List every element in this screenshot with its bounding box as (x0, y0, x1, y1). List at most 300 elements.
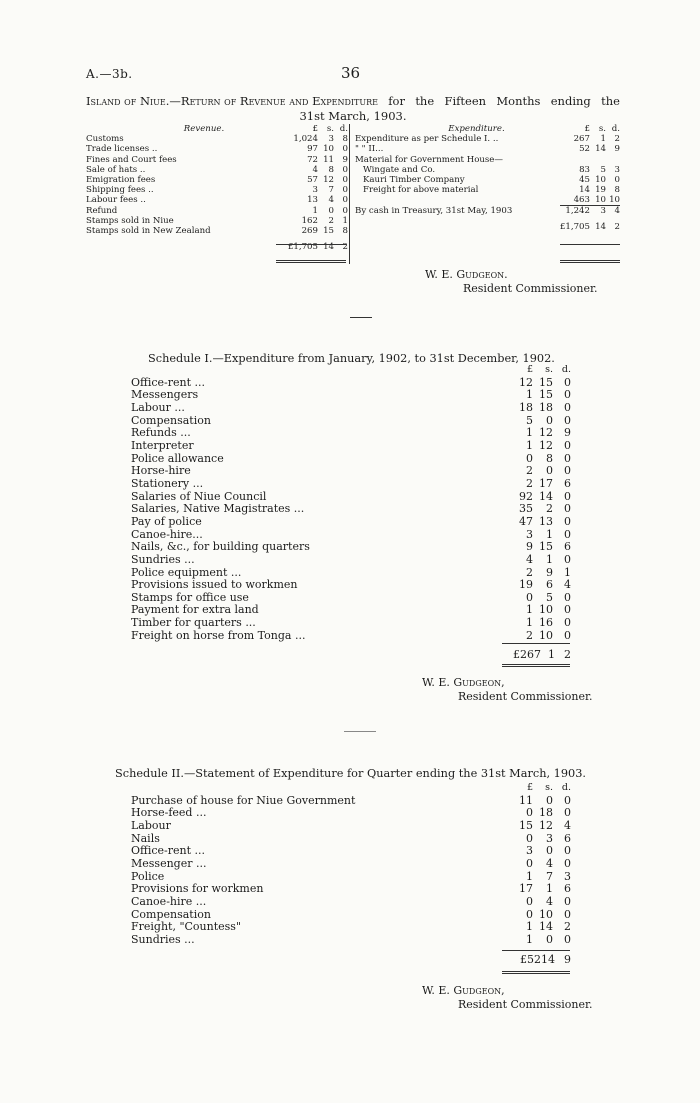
spacer (431, 833, 511, 846)
shillings: 15 (539, 388, 553, 402)
table-row (86, 195, 348, 205)
row-amount (286, 134, 348, 144)
pounds: 3 (312, 185, 318, 196)
pounds: 15 (519, 818, 533, 832)
title-line-1 (86, 94, 620, 108)
schedule2-title-text: Schedule II.—Statement of Expenditure for Quarter ending the 31st March, 1903. (115, 767, 586, 780)
spacer (431, 604, 511, 617)
pounds: 2 (526, 628, 533, 642)
pence: 0 (564, 438, 571, 452)
shillings: 8 (546, 451, 553, 465)
expenditure-heading-row (355, 124, 620, 134)
schedule1-total (507, 649, 571, 662)
table-row (86, 165, 348, 175)
return-title (86, 94, 620, 123)
expenditure-rows (355, 134, 620, 216)
row-label: Canoe-hire... (131, 528, 203, 541)
total-shillings: 14 (323, 242, 334, 253)
pounds-header: £ (526, 364, 533, 375)
total-pence: 2 (614, 221, 620, 232)
table-row (131, 934, 571, 947)
pence: 1 (342, 215, 348, 226)
spacer (431, 909, 511, 922)
row-label: Customs (86, 134, 124, 145)
row-label: Stationery ... (131, 477, 204, 490)
pounds: 4 (312, 164, 318, 175)
table-row (131, 883, 571, 896)
table-row (131, 921, 571, 934)
table-row (131, 453, 571, 466)
pence-header: d. (611, 124, 620, 134)
shillings: 15 (323, 226, 334, 237)
revenue-rows (86, 134, 348, 236)
schedule2-total-row (131, 954, 571, 967)
pence: 0 (564, 628, 571, 642)
row-label: Stamps for office use (131, 591, 249, 604)
table-row (86, 206, 348, 216)
shillings: 14 (595, 144, 606, 155)
table-row (131, 529, 571, 542)
spacer (431, 491, 511, 504)
revenue-table (86, 124, 348, 252)
row-label: Messengers (131, 389, 199, 402)
row-label: Wingate and Co. (363, 164, 436, 175)
pence: 0 (564, 603, 571, 617)
row-amount (511, 478, 571, 491)
table-row (131, 440, 571, 453)
rule (502, 664, 570, 665)
pounds: 14 (579, 185, 590, 196)
pounds: 1 (526, 616, 533, 630)
table-row (131, 845, 571, 858)
shillings: 10 (595, 195, 606, 206)
spacer (431, 617, 511, 630)
spacer (431, 896, 511, 909)
currency-header (286, 124, 348, 134)
pounds: 269 (301, 226, 318, 237)
spacer (131, 649, 507, 662)
pence: 8 (342, 226, 348, 237)
shillings: 0 (546, 413, 553, 427)
rule (276, 244, 346, 245)
pounds: 1 (526, 869, 533, 883)
row-amount (558, 155, 620, 165)
row-amount (286, 216, 348, 226)
row-label: Police equipment ... (131, 566, 242, 579)
shillings: 4 (328, 195, 334, 206)
signature-block (422, 984, 593, 1012)
signatory-name: W. E. Gudgeon, (422, 676, 505, 689)
shillings: 19 (595, 185, 606, 196)
shillings: 15 (539, 375, 553, 389)
rule (276, 260, 346, 261)
table-row (131, 427, 571, 440)
row-label: Trade licenses .. (86, 144, 158, 155)
pounds: 1 (526, 920, 533, 934)
table-row (131, 833, 571, 846)
table-row (131, 858, 571, 871)
pence: 0 (342, 185, 348, 196)
schedule2-total (507, 954, 571, 967)
row-amount (286, 165, 348, 175)
table-row (131, 807, 571, 820)
table-row (86, 226, 348, 236)
pence: 0 (564, 590, 571, 604)
pence: 9 (342, 154, 348, 165)
table-row (131, 541, 571, 554)
pence: 8 (342, 134, 348, 145)
table-row (86, 216, 348, 226)
pounds: 9 (526, 540, 533, 554)
shillings: 0 (546, 464, 553, 478)
row-label: Emigration fees (86, 175, 156, 186)
table-row (131, 478, 571, 491)
pence: 4 (614, 205, 620, 216)
total-pence: 2 (564, 648, 571, 662)
signatory-role: Resident Commissioner. (458, 690, 593, 703)
total-shillings: 14 (541, 952, 555, 966)
shillings: 12 (539, 438, 553, 452)
pounds: 19 (519, 578, 533, 592)
row-label: Police allowance (131, 452, 224, 465)
pence-header: d. (561, 364, 571, 375)
row-label: Freight, "Countess" (131, 921, 242, 934)
row-amount (511, 503, 571, 516)
revenue-heading-row (86, 124, 348, 134)
shillings-header: s. (326, 124, 334, 134)
row-amount (558, 165, 620, 175)
shillings: 12 (539, 818, 553, 832)
total-pounds: £1,705 (559, 221, 590, 232)
schedule1-currency-row (131, 364, 571, 377)
row-label: Expenditure as per Schedule I. .. (355, 134, 499, 145)
expenditure-total-row (355, 222, 620, 232)
shillings: 14 (539, 920, 553, 934)
pounds: 0 (526, 451, 533, 465)
row-amount (511, 617, 571, 630)
pence: 0 (564, 502, 571, 516)
pounds: 2 (526, 464, 533, 478)
pence: 0 (564, 856, 571, 870)
document-reference: A.—3b. (86, 67, 133, 81)
title-part: Fifteen (444, 94, 487, 108)
total-pounds: £52 (520, 952, 541, 966)
shillings-header: s. (545, 364, 553, 375)
pence-header: d. (339, 124, 348, 134)
shillings: 6 (546, 578, 553, 592)
row-amount (511, 858, 571, 871)
row-label: Police (131, 870, 165, 883)
row-label: Sundries ... (131, 553, 195, 566)
signatory-name: W. E. Gudgeon, (422, 984, 505, 997)
pence-header: d. (561, 782, 571, 793)
revenue-heading: Revenue. (183, 124, 225, 134)
pence: 10 (609, 195, 620, 206)
signatory-role: Resident Commissioner. (463, 282, 598, 295)
spacer (431, 377, 511, 390)
rule (502, 643, 570, 644)
row-label: Freight for above material (363, 185, 479, 196)
row-label: Compensation (131, 908, 211, 921)
spacer (431, 440, 511, 453)
shillings: 7 (546, 869, 553, 883)
pence: 4 (564, 818, 571, 832)
spacer (131, 782, 515, 795)
shillings: 4 (546, 856, 553, 870)
table-row (131, 630, 571, 643)
shillings: 3 (600, 205, 606, 216)
title-part: ending (550, 94, 591, 108)
table-row (131, 871, 571, 884)
row-amount (511, 820, 571, 833)
row-amount (511, 896, 571, 909)
shillings: 9 (546, 565, 553, 579)
pence: 0 (564, 894, 571, 908)
pounds: 3 (526, 844, 533, 858)
row-label: Refunds ... (131, 427, 191, 440)
shillings: 14 (539, 489, 553, 503)
row-amount (558, 185, 620, 195)
currency-header (558, 124, 620, 134)
pounds-header: £ (526, 782, 533, 793)
pence: 0 (564, 552, 571, 566)
spacer (86, 242, 286, 252)
row-amount (286, 185, 348, 195)
pounds: 162 (301, 215, 318, 226)
row-label: Purchase of house for Niue Government (131, 794, 356, 807)
row-label: Horse-feed ... (131, 807, 207, 820)
pounds: 1,024 (293, 134, 318, 145)
pounds: 0 (526, 590, 533, 604)
shillings: 18 (539, 806, 553, 820)
schedule1-total-row (131, 649, 571, 662)
pounds: 52 (579, 144, 590, 155)
shillings: 12 (323, 175, 334, 186)
row-label: Labour (131, 819, 171, 832)
row-label: Salaries, Native Magistrates ... (131, 503, 305, 516)
schedule2-rows (131, 795, 571, 947)
pounds: 267 (573, 134, 590, 145)
row-label: Fines and Court fees (86, 154, 177, 165)
spacer (431, 529, 511, 542)
pence: 0 (564, 907, 571, 921)
pence: 0 (564, 451, 571, 465)
table-row (355, 175, 620, 185)
shillings: 1 (546, 882, 553, 896)
table-row (86, 175, 348, 185)
total-shillings: 1 (548, 648, 555, 662)
row-amount (511, 845, 571, 858)
pence: 0 (342, 195, 348, 206)
row-amount (511, 453, 571, 466)
title-part: for (388, 94, 405, 108)
pounds: 13 (307, 195, 318, 206)
row-label: Provisions for workmen (131, 883, 264, 896)
pence: 9 (614, 144, 620, 155)
pence: 2 (614, 134, 620, 145)
row-amount (558, 144, 620, 154)
row-amount (511, 465, 571, 478)
pounds: 45 (579, 175, 590, 186)
spacer (431, 541, 511, 554)
rule (502, 666, 570, 667)
schedule2-title (115, 767, 586, 780)
row-amount (286, 155, 348, 165)
table-row (86, 155, 348, 165)
row-label: Horse-hire (131, 465, 191, 478)
table-row (131, 377, 571, 390)
shillings: 0 (328, 205, 334, 216)
spacer (431, 883, 511, 896)
row-amount (511, 402, 571, 415)
pence: 0 (564, 616, 571, 630)
row-label: Messenger ... (131, 857, 207, 870)
spacer (431, 478, 511, 491)
row-amount (558, 134, 620, 144)
pence: 0 (564, 489, 571, 503)
shillings: 15 (539, 540, 553, 554)
pounds: 0 (526, 856, 533, 870)
shillings: 3 (328, 134, 334, 145)
row-label: By cash in Treasury, 31st May, 1903 (355, 205, 513, 216)
pounds (558, 155, 590, 165)
table-row (131, 402, 571, 415)
signature-block (422, 676, 593, 704)
spacer (431, 427, 511, 440)
spacer (431, 579, 511, 592)
total-pounds: £267 (513, 648, 541, 662)
shillings: 2 (546, 502, 553, 516)
spacer (131, 364, 515, 377)
spacer (431, 807, 511, 820)
pence: 4 (564, 578, 571, 592)
row-label: Payment for extra land (131, 604, 259, 617)
pence: 9 (564, 426, 571, 440)
pence: 6 (564, 882, 571, 896)
title-part: Months (496, 94, 541, 108)
shillings-header: s. (545, 782, 553, 793)
spacer (355, 222, 558, 232)
pounds: 0 (526, 894, 533, 908)
row-label: Compensation (131, 414, 211, 427)
row-label: Sundries ... (131, 933, 195, 946)
row-amount (558, 175, 620, 185)
row-amount (511, 541, 571, 554)
title-part: Island of Niue.—Return of Revenue and Expenditure (86, 94, 378, 108)
table-row (131, 604, 571, 617)
pounds: 4 (526, 552, 533, 566)
rule (560, 262, 620, 263)
pence: 0 (564, 932, 571, 946)
spacer (431, 415, 511, 428)
row-label (355, 195, 558, 205)
row-amount (511, 579, 571, 592)
pence: 0 (342, 164, 348, 175)
row-amount (511, 883, 571, 896)
pence: 0 (564, 514, 571, 528)
pounds: 1 (312, 205, 318, 216)
shillings: 3 (546, 831, 553, 845)
shillings: 1 (546, 552, 553, 566)
schedule1-title-text: Schedule I.—Expenditure from January, 1902, to 31st December, 1902. (148, 352, 555, 365)
pounds: 57 (307, 175, 318, 186)
table-row (131, 465, 571, 478)
rule (560, 260, 620, 261)
table-row (355, 165, 620, 175)
pence: 0 (614, 175, 620, 186)
pounds: 5 (526, 413, 533, 427)
table-row (131, 491, 571, 504)
spacer (431, 871, 511, 884)
row-label: Canoe-hire ... (131, 895, 207, 908)
pence: 0 (342, 144, 348, 155)
table-row (355, 185, 620, 195)
currency-header (515, 364, 571, 377)
shillings: 10 (539, 907, 553, 921)
pence: 0 (342, 175, 348, 186)
pence: 0 (342, 205, 348, 216)
table-row (86, 134, 348, 144)
table-row (131, 503, 571, 516)
row-label: Nails (131, 832, 160, 845)
table-row (131, 909, 571, 922)
pounds: 0 (526, 907, 533, 921)
pence (606, 155, 620, 165)
pence: 1 (564, 565, 571, 579)
pounds: 1 (526, 603, 533, 617)
spacer (431, 795, 511, 808)
table-row (131, 579, 571, 592)
expenditure-total (558, 222, 620, 232)
table-row (355, 155, 620, 165)
row-label: Interpreter (131, 439, 194, 452)
table-row (86, 185, 348, 195)
title-line-2: 31st March, 1903. (299, 109, 407, 123)
spacer (431, 516, 511, 529)
table-row (131, 820, 571, 833)
spacer (431, 592, 511, 605)
table-row (131, 567, 571, 580)
row-label: Office-rent ... (131, 845, 205, 858)
pounds: 463 (573, 195, 590, 206)
pence: 6 (564, 476, 571, 490)
currency-header (515, 782, 571, 795)
spacer (431, 389, 511, 402)
page-number: 36 (341, 64, 361, 82)
schedule1-rows (131, 377, 571, 643)
signatory-name: W. E. Gudgeon. (425, 268, 508, 281)
shillings: 0 (546, 844, 553, 858)
shillings: 10 (539, 603, 553, 617)
shillings: 5 (600, 164, 606, 175)
row-amount (286, 144, 348, 154)
pence: 8 (614, 185, 620, 196)
rule (560, 244, 620, 245)
pounds: 18 (519, 400, 533, 414)
table-row (355, 206, 620, 216)
title-part: the (601, 94, 620, 108)
pounds: 1 (526, 932, 533, 946)
pounds: 1,242 (565, 205, 590, 216)
spacer (431, 465, 511, 478)
shillings: 5 (546, 590, 553, 604)
shillings: 13 (539, 514, 553, 528)
row-label: Salaries of Niue Council (131, 490, 267, 503)
shillings: 10 (323, 144, 334, 155)
shillings: 17 (539, 476, 553, 490)
spacer (431, 858, 511, 871)
pence: 6 (564, 831, 571, 845)
